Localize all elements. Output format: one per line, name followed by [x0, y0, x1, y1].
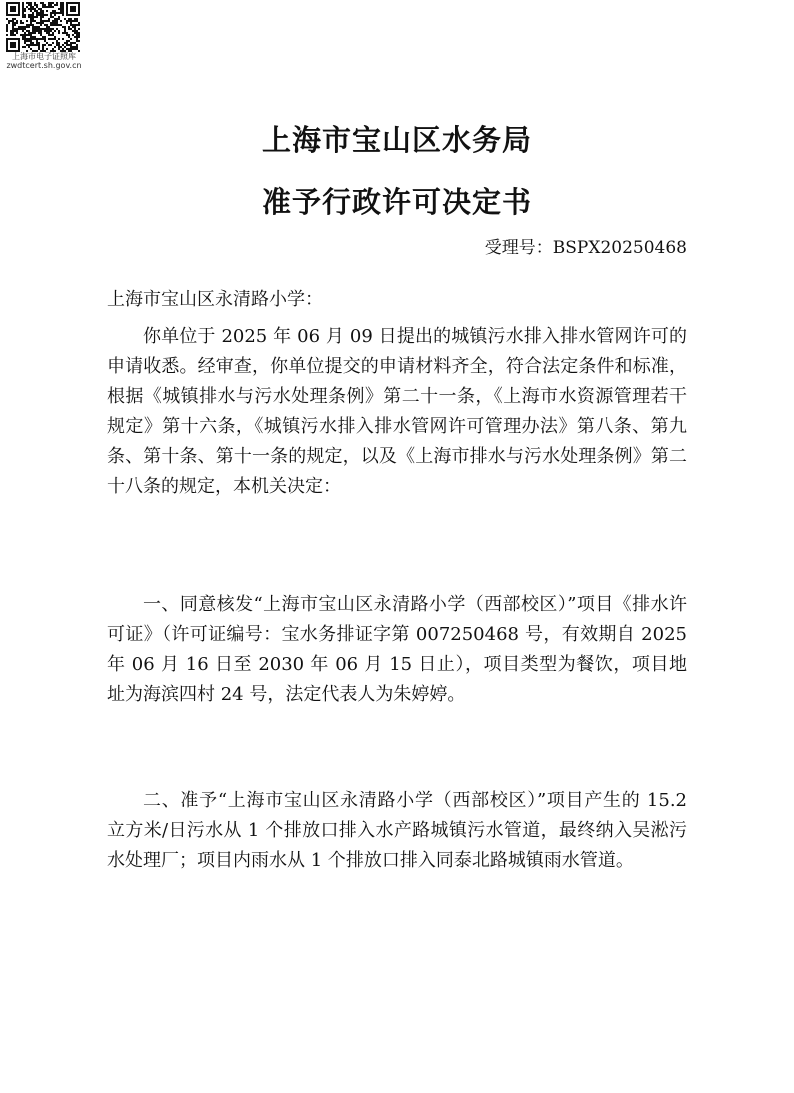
paragraph-permit-issue: 一、同意核发“上海市宝山区永清路小学（西部校区）”项目《排水许可证》（许可证编号：宝水务排证字第 007250468 号，有效期自 2025 年 06 月 16 日至 2030 年 06 月 15 日止），项目类型为餐饮，项目地址为海滨四村 24 号，法定代表人为朱婷婷。: [107, 594, 687, 705]
paragraph-discharge-approval: 二、准予“上海市宝山区永清路小学（西部校区）”项目产生的 15.2 立方米/日污水从 1 个排放口排入水产路城镇污水管道，最终纳入吴淞污水处理厂；项目内雨水从 1 个排放口排入同泰北路城镇雨水管道。: [107, 790, 687, 871]
qr-caption-url: zwdtcert.sh.gov.cn: [6, 61, 82, 70]
document-title: 准予行政许可决定书: [261, 185, 532, 219]
acceptance-number: 受理号：BSPX20250468: [484, 238, 687, 258]
qr-code: [6, 2, 80, 52]
addressee: 上海市宝山区永清路小学：: [107, 289, 323, 310]
qr-caption-source: 上海市电子证照库: [12, 52, 76, 61]
paragraph-review: 你单位于 2025 年 06 月 09 日提出的城镇污水排入排水管网许可的申请收悉。经审查，你单位提交的申请材料齐全，符合法定条件和标准，根据《城镇排水与污水处理条例》第二十一条，《上海市水资源管理若干规定》第十六条，《城镇污水排入排水管网许可管理办法》第八条、第九条、第十条、第十一条的规定，以及《上海市排水与污水处理条例》第二十八条的规定，本机关决定：: [107, 326, 687, 497]
agency-title: 上海市宝山区水务局: [261, 123, 532, 157]
